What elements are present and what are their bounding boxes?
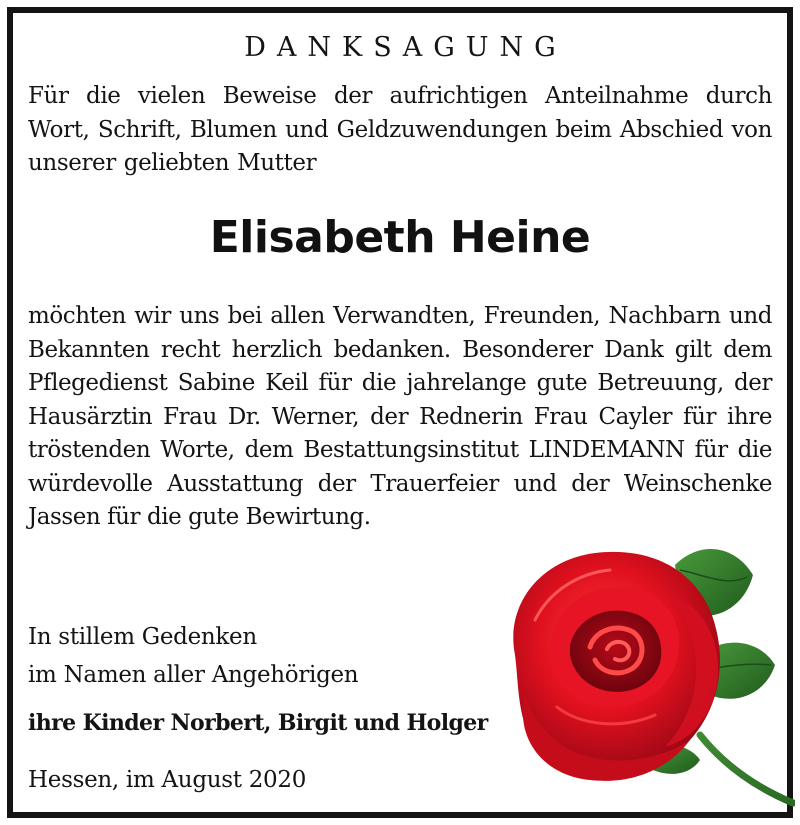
rose-stem bbox=[700, 735, 793, 803]
closing-line-2: im Namen aller Angehörigen bbox=[28, 662, 359, 688]
intro-paragraph: Für die vielen Beweise der aufrichtigen Anteilnahme durch Wort, Schrift, Blumen und Geldzuwendungen beim Abschied von unserer geliebten Mutter bbox=[28, 83, 772, 176]
signatories: ihre Kinder Norbert, Birgit und Holger bbox=[28, 710, 488, 736]
place-date: Hessen, im August 2020 bbox=[28, 767, 307, 793]
thanks-paragraph: möchten wir uns bei allen Verwandten, Freunden, Nachbarn und Bekannten recht herzlich bedanken. Besonderer Dank gilt dem Pflegedienst Sabine Keil für die jahrelange gute Betreuung, der Hausärztin Frau Dr. Werner, der Rednerin Frau Cayler für ihre tröstenden Worte, dem Bestattungsinstitut LINDEMANN für die würdevolle Ausstattung der Trauerfeier und der Weinschenke Jassen für die gute Bewirtung. bbox=[28, 303, 772, 530]
red-rose-icon bbox=[495, 535, 795, 810]
closing-line-1: In stillem Gedenken bbox=[28, 624, 257, 650]
deceased-name: Elisabeth Heine bbox=[209, 212, 591, 263]
notice-heading: DANKSAGUNG bbox=[244, 32, 567, 63]
